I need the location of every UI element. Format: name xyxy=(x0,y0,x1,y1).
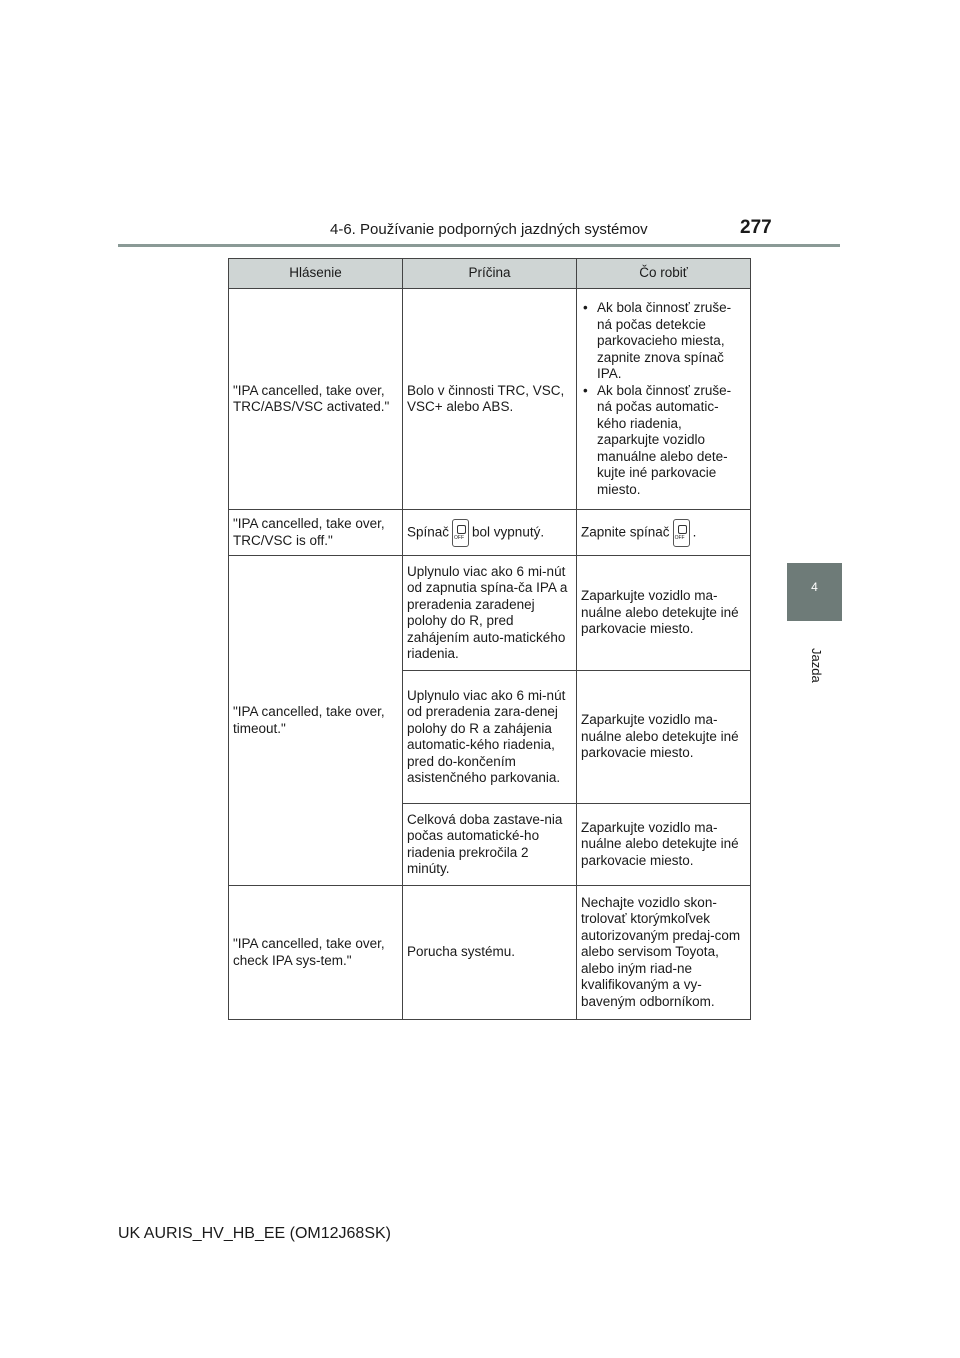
action-bullet: • Ak bola činnosť zruše-ná počas detekcie parkovacieho miesta, zapnite znova spínač IPA. xyxy=(581,300,746,383)
cause-cell: Uplynulo viac ako 6 mi-nút od preradenia zara-denej polohy do R a zahájenia automatic-kého riadenia, pred do-končením asistenčného parkovania. xyxy=(403,671,577,804)
action-text-pre: Zapnite spínač xyxy=(581,524,670,540)
table-row xyxy=(229,886,751,1020)
action-cell: Zaparkujte vozidlo ma-nuálne alebo detekujte iné parkovacie miesto. xyxy=(577,556,751,671)
message-cell: "IPA cancelled, take over, TRC/VSC is off." xyxy=(229,510,403,556)
vsc-off-switch-icon xyxy=(452,519,469,547)
cause-cell: Celková doba zastave-nia počas automatické-ho riadenia prekročila 2 minúty. xyxy=(403,804,577,886)
section-title: 4-6. Používanie podporných jazdných systémov xyxy=(330,221,648,238)
cause-text-post: bol vypnutý. xyxy=(472,524,545,540)
table-header-row xyxy=(229,259,751,289)
header-action: Čo robiť xyxy=(577,259,751,289)
chapter-tab xyxy=(787,563,842,621)
action-cell: Nechajte vozidlo skon-trolovať ktorýmkoľvek autorizovaným predaj-com alebo servisom Toyota, alebo iným riad-ne kvalifikovaným a vy-baveným odborníkom. xyxy=(577,886,751,1020)
cause-cell: Uplynulo viac ako 6 mi-nút od zapnutia spína-ča IPA a preradenia zaradenej polohy do R, pred zahájením auto-matického riadenia. xyxy=(403,556,577,671)
header-divider xyxy=(118,244,840,247)
chapter-number: 4 xyxy=(811,580,818,594)
message-cell: "IPA cancelled, take over, check IPA sys-tem." xyxy=(229,886,403,1020)
action-cell: Zaparkujte vozidlo ma-nuálne alebo detekujte iné parkovacie miesto. xyxy=(577,804,751,886)
action-cell xyxy=(577,510,751,556)
document-code: UK AURIS_HV_HB_EE (OM12J68SK) xyxy=(118,1225,391,1242)
action-cell xyxy=(577,289,751,510)
table-row xyxy=(229,556,751,671)
action-text-post: . xyxy=(692,524,697,540)
header-cause: Príčina xyxy=(403,259,577,289)
cause-cell: Porucha systému. xyxy=(403,886,577,1020)
vsc-off-switch-icon xyxy=(673,519,690,547)
message-table xyxy=(228,258,751,1020)
action-cell: Zaparkujte vozidlo ma-nuálne alebo detekujte iné parkovacie miesto. xyxy=(577,671,751,804)
message-cell: "IPA cancelled, take over, timeout." xyxy=(229,556,403,886)
message-cell: "IPA cancelled, take over, TRC/ABS/VSC activated." xyxy=(229,289,403,510)
cause-cell xyxy=(403,510,577,556)
chapter-label: Jazda xyxy=(809,648,824,683)
table-row xyxy=(229,289,751,510)
cause-cell: Bolo v činnosti TRC, VSC, VSC+ alebo ABS. xyxy=(403,289,577,510)
action-bullet: • Ak bola činnosť zruše-ná počas automatic-kého riadenia, zaparkujte vozidlo manuálne alebo dete-kujte iné parkovacie miesto. xyxy=(581,383,746,499)
table-row xyxy=(229,510,751,556)
header-message: Hlásenie xyxy=(229,259,403,289)
cause-text-pre: Spínač xyxy=(407,524,450,540)
page-number: 277 xyxy=(740,217,772,238)
